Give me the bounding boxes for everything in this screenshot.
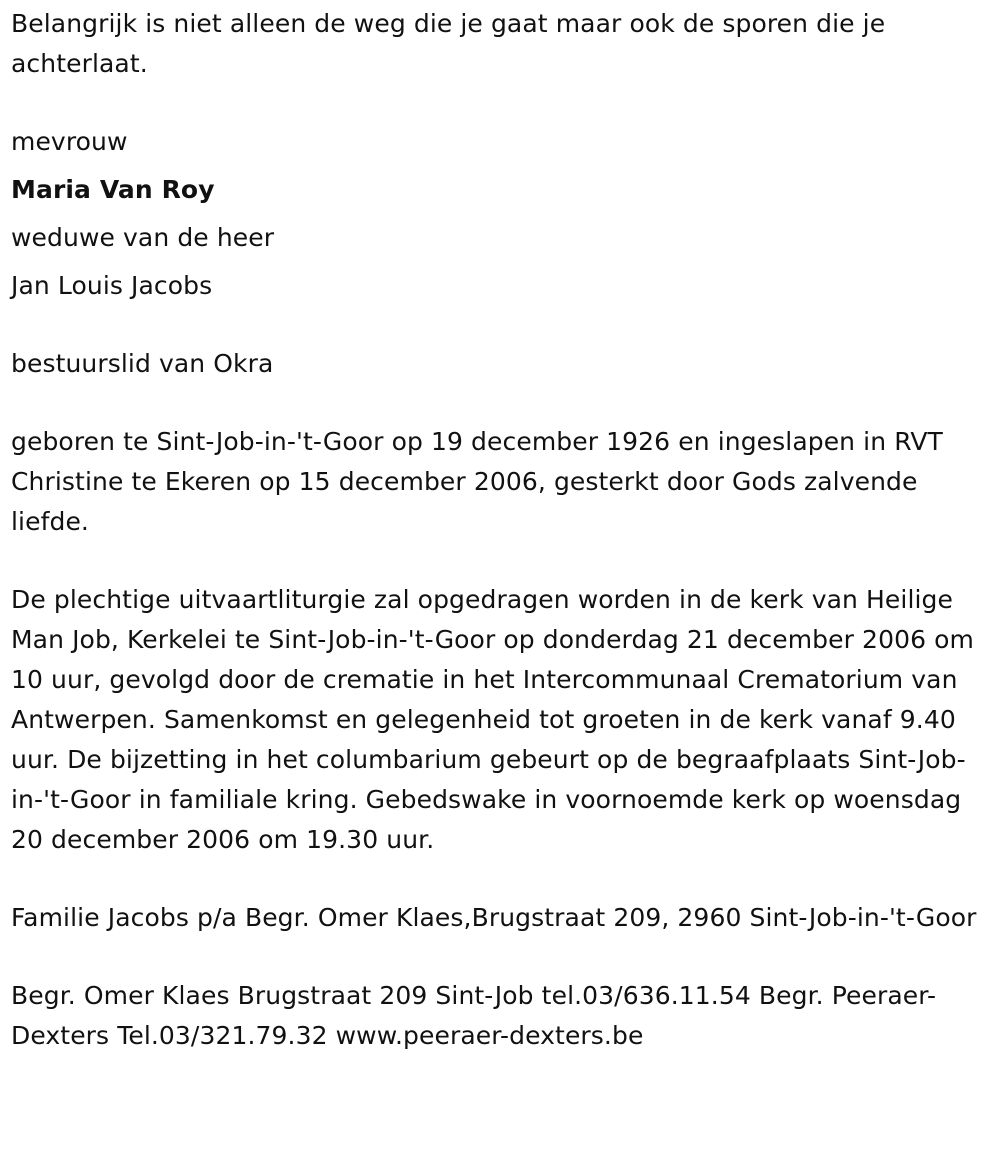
spouse-name: Jan Louis Jacobs [11, 271, 213, 300]
title-text: mevrouw [11, 127, 128, 156]
motto-text: Belangrijk is niet alleen de weg die je gaat maar ook de sporen die je achterlaat. [11, 9, 886, 78]
family-address-paragraph: Familie Jacobs p/a Begr. Omer Klaes,Brugstraat 209, 2960 Sint-Job-in-'t-Goor [11, 903, 977, 932]
ceremony-paragraph: De plechtige uitvaartliturgie zal opgedragen worden in de kerk van Heilige Man Job, Kerkelei te Sint-Job-in-'t-Goor op donderdag 21 december 2006 om 10 uur, gevolgd door de crematie in het Intercommunaal Crematorium van Antwerpen. Samenkomst en gelegenheid tot groeten in de kerk vanaf 9.40 uur. De bijzetting in het columbarium gebeurt op de begraafplaats Sint-Job-in-'t-Goor in familiale kring. Gebedswake in voornoemde kerk op woensdag 20 december 2006 om 19.30 uur. [11, 585, 974, 854]
undertakers-paragraph: Begr. Omer Klaes Brugstraat 209 Sint-Job tel.03/636.11.54 Begr. Peeraer-Dexters Tel.03/321.79.32 www.peeraer-dexters.be [11, 981, 937, 1050]
relation-text: weduwe van de heer [11, 223, 275, 252]
role-text: bestuurslid van Okra [11, 349, 274, 378]
birth-death-paragraph: geboren te Sint-Job-in-'t-Goor op 19 december 1926 en ingeslapen in RVT Christine te Ekeren op 15 december 2006, gesterkt door Gods zalvende liefde. [11, 427, 943, 536]
deceased-name: Maria Van Roy [11, 175, 215, 204]
